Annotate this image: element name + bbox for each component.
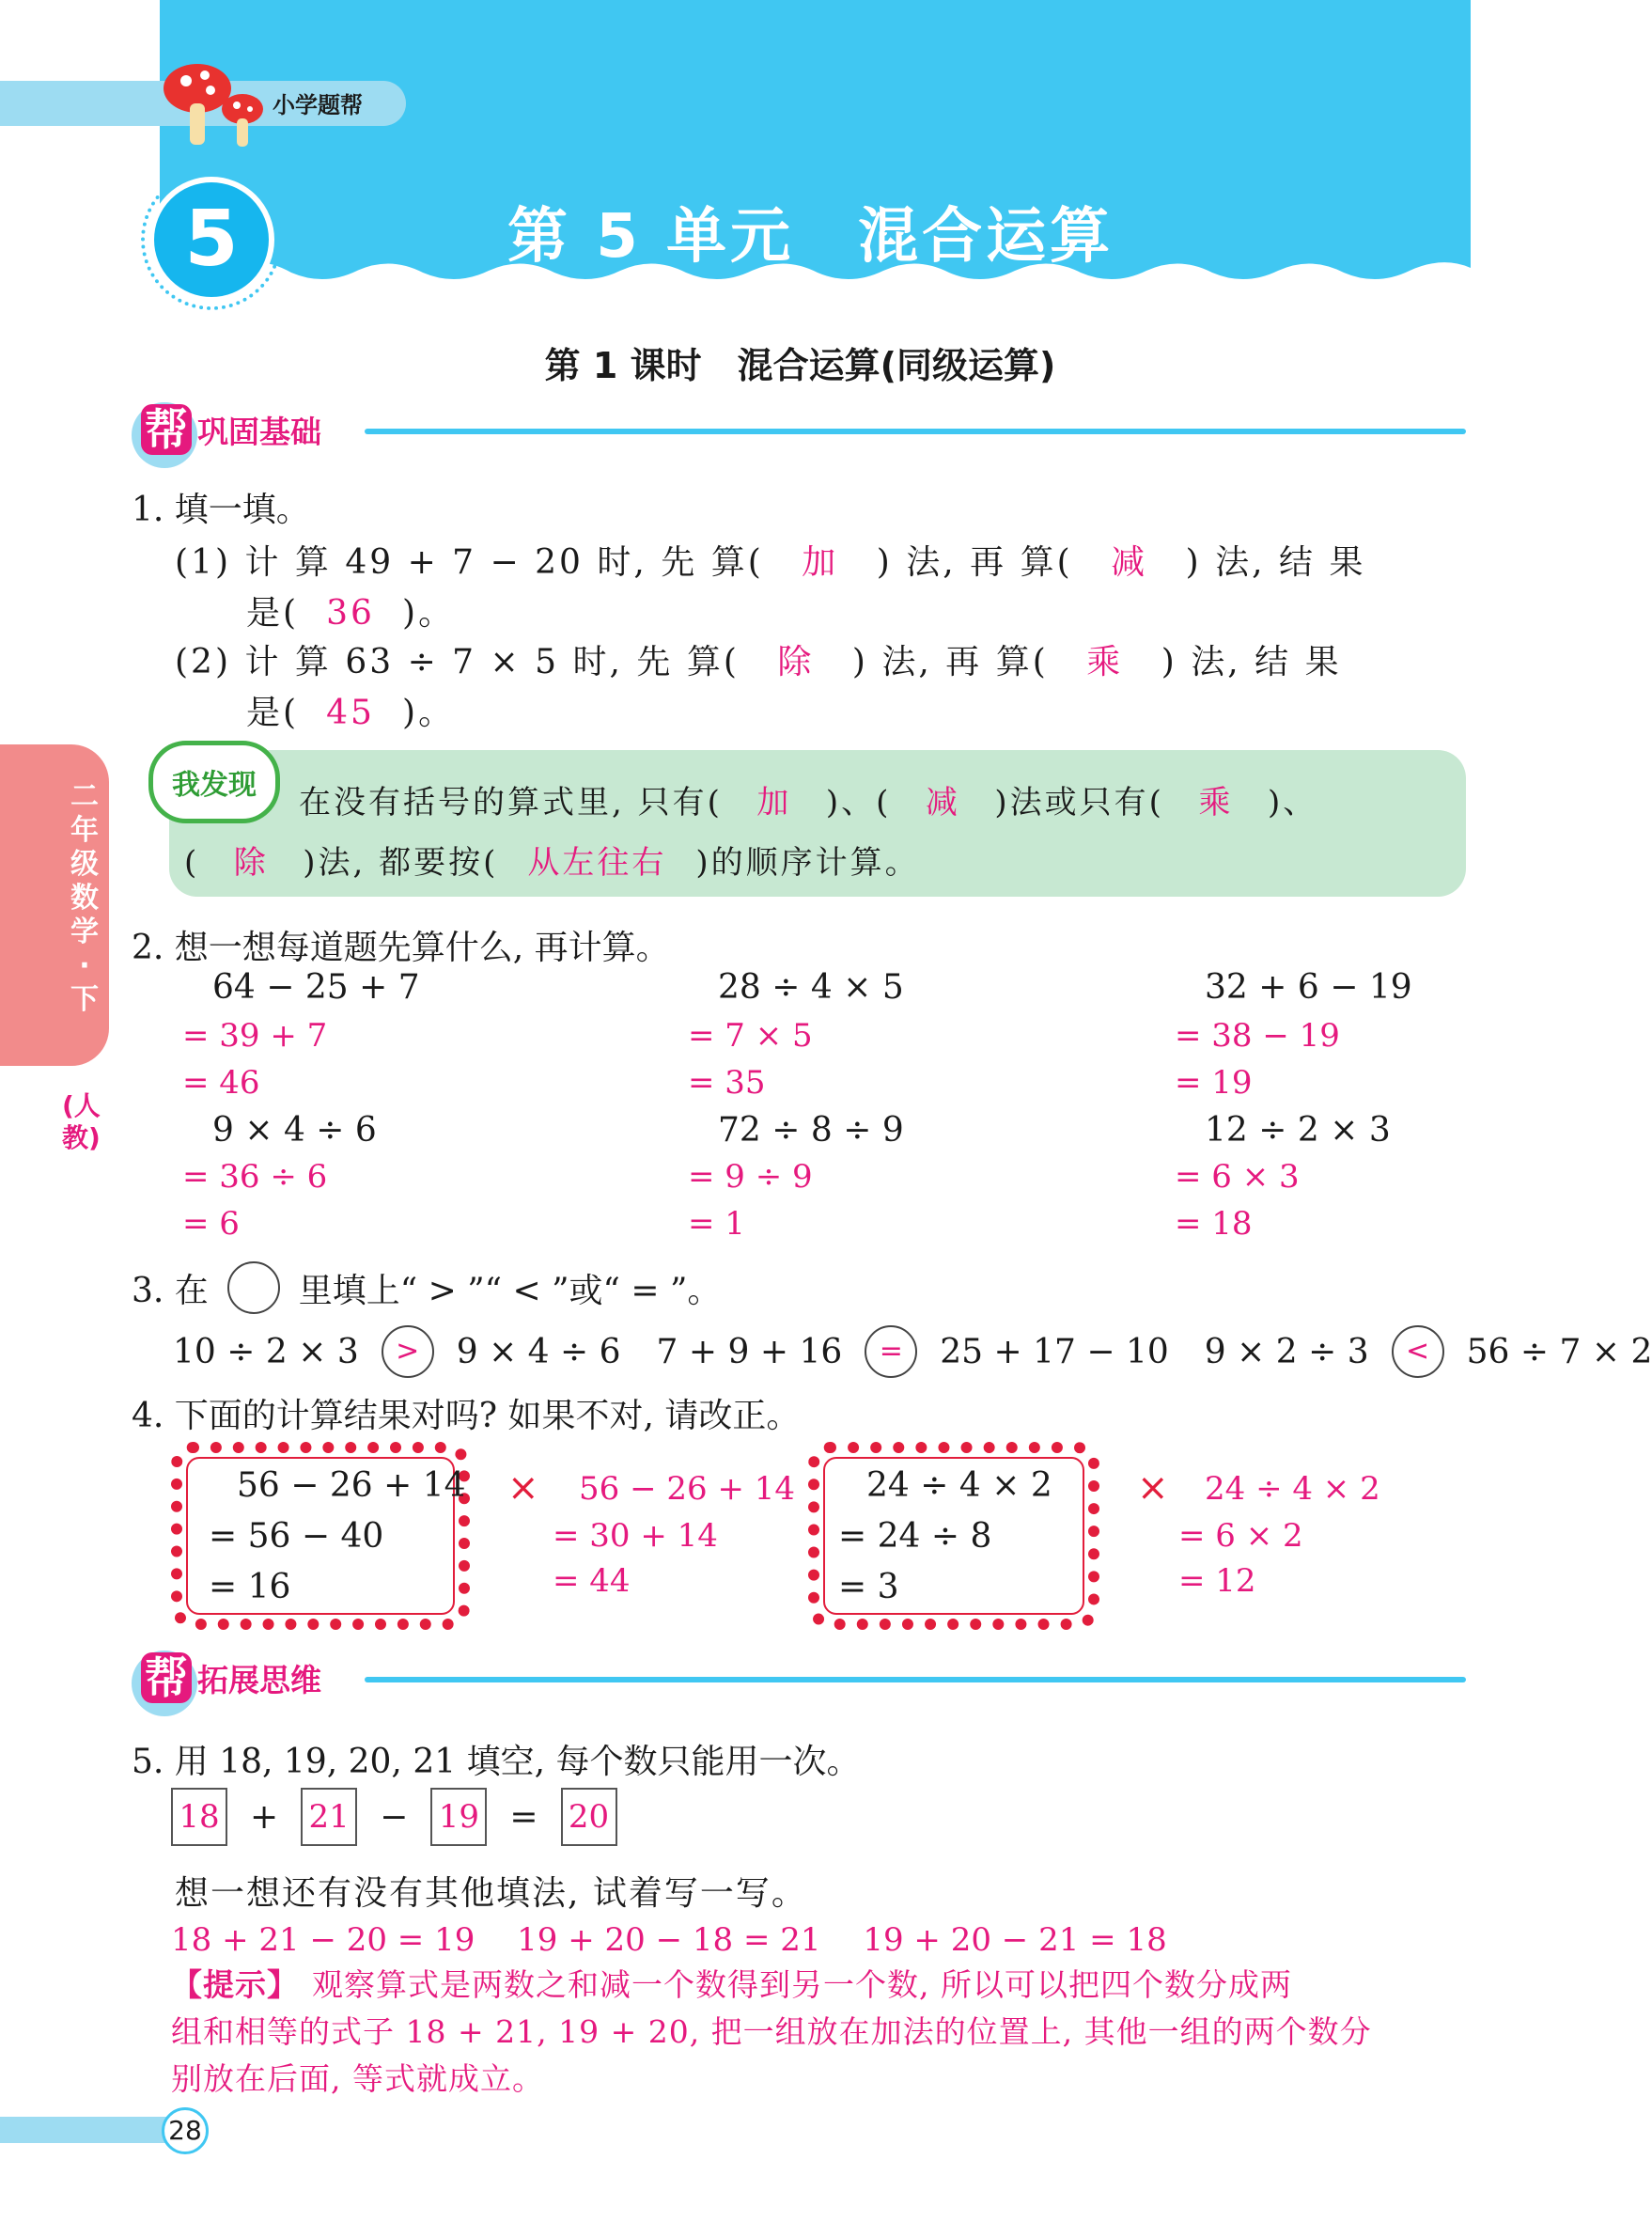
q2-expr: 12 ÷ 2 × 3 — [1205, 1111, 1391, 1150]
q5-title: 5. 用 18, 19, 20, 21 填空, 每个数只能用一次。 — [132, 1743, 861, 1781]
q4-a-line: 56 − 26 + 14 — [237, 1466, 466, 1505]
section-label: 巩固基础 — [197, 413, 321, 450]
q1-part2-result — [246, 686, 455, 734]
q4-b-fix: = 6 × 2 — [1178, 1517, 1303, 1555]
q2-step: = 9 ÷ 9 — [688, 1158, 813, 1196]
q2-expr: 72 ÷ 8 ÷ 9 — [718, 1111, 904, 1150]
section-basics-header — [141, 404, 321, 455]
q2-step: = 18 — [1175, 1205, 1253, 1243]
q3-left: 9 × 2 ÷ 3 — [1204, 1332, 1369, 1371]
q2-expr: 64 − 25 + 7 — [212, 968, 420, 1007]
discovery-answer-2: 减 — [925, 784, 960, 822]
section-divider — [365, 429, 1466, 434]
q4-a-fix: = 30 + 14 — [553, 1517, 718, 1555]
discovery-badge-text: 我发现 — [172, 769, 257, 802]
q1-p1-answer-1: 加 — [802, 543, 839, 582]
q4-b-fix: = 12 — [1178, 1562, 1256, 1600]
q5-answers: 18 + 21 − 20 = 19 19 + 20 − 18 = 21 19 + 20 − 21 = 18 — [171, 1921, 1167, 1959]
q1-p1-text: ) 法, 再 算( — [876, 543, 1073, 582]
q3-title-text: 里填上“ > ”“ < ”或“ = ”。 — [298, 1271, 722, 1310]
q5-box: 20 — [561, 1788, 617, 1846]
q3-comparisons — [173, 1325, 1652, 1378]
q3-left: 10 ÷ 2 × 3 — [173, 1332, 359, 1371]
q4-a-line: = 16 — [209, 1568, 291, 1606]
discovery-text: )法或只有( — [994, 784, 1164, 822]
q1-p2-text: ) 法, 再 算( — [851, 643, 1049, 681]
discovery-badge — [148, 741, 280, 823]
q5-op: − — [380, 1797, 409, 1837]
q2-step: = 1 — [688, 1205, 745, 1243]
hint-label: 【提示】 — [171, 1966, 299, 2003]
page-number: 28 — [162, 2107, 209, 2154]
q4-a-fix: 56 − 26 + 14 — [579, 1470, 795, 1508]
q4-a-line: = 56 − 40 — [209, 1517, 384, 1556]
q2-step: = 36 ÷ 6 — [182, 1158, 328, 1196]
q5-op: = — [509, 1797, 538, 1837]
q4-a-fix: = 44 — [553, 1562, 631, 1600]
discovery-text: )、( — [825, 784, 892, 822]
q1-p1-text: 是( — [246, 594, 300, 633]
unit-number-badge — [148, 177, 274, 303]
discovery-text: 在没有括号的算式里, 只有( — [299, 784, 723, 822]
q2-step: = 7 × 5 — [688, 1017, 813, 1055]
discovery-answer-3: 乘 — [1198, 784, 1234, 822]
section-extend-header — [141, 1652, 321, 1703]
discovery-answer-5: 从左往右 — [527, 844, 667, 882]
side-tab-sub: (人教) — [62, 1090, 101, 1153]
q1-p2-answer-2: 乘 — [1086, 643, 1124, 681]
q2-step: = 46 — [182, 1064, 260, 1102]
q1-p2-text: )。 — [402, 694, 456, 732]
q1-p2-answer-3: 45 — [326, 694, 375, 732]
q3-title-text: 3. 在 — [132, 1271, 209, 1310]
discovery-line-2 — [184, 837, 920, 883]
hint-text: 观察算式是两数之和减一个数得到另一个数, 所以可以把四个数分成两 — [312, 1966, 1292, 2003]
mushroom-icon — [160, 56, 273, 150]
q3-title — [132, 1261, 721, 1314]
q4-title: 4. 下面的计算结果对吗? 如果不对, 请改正。 — [132, 1397, 801, 1435]
q5-box: 18 — [171, 1788, 227, 1846]
q4-b-line: 24 ÷ 4 × 2 — [866, 1466, 1052, 1505]
discovery-text: )的顺序计算。 — [695, 844, 920, 882]
q5-equation — [171, 1788, 617, 1846]
discovery-text: )法, 都要按( — [303, 844, 499, 882]
q2-step: = 35 — [688, 1064, 766, 1102]
q1-p1-answer-3: 36 — [326, 594, 375, 633]
wrong-mark-icon: × — [1137, 1466, 1169, 1510]
discovery-text: ( — [184, 844, 200, 882]
q1-p2-text: (2) 计 算 63 ÷ 7 × 5 时, 先 算( — [175, 643, 740, 681]
q2-step: = 6 × 3 — [1175, 1158, 1300, 1196]
q3-answer-circle: < — [1392, 1325, 1444, 1378]
discovery-answer-4: 除 — [233, 844, 269, 882]
q2-expr: 9 × 4 ÷ 6 — [212, 1111, 377, 1150]
q4-b-fix: 24 ÷ 4 × 2 — [1205, 1470, 1380, 1508]
discovery-text: )、 — [1267, 784, 1318, 822]
q3-answer-circle: > — [382, 1325, 434, 1378]
brand-name: 小学题帮 — [273, 92, 363, 118]
q4-b-line: = 24 ÷ 8 — [838, 1517, 992, 1556]
q4-b-line: = 3 — [838, 1568, 899, 1606]
q1-p1-text: (1) 计 算 49 + 7 − 20 时, 先 算( — [175, 543, 764, 582]
q2-expr: 28 ÷ 4 × 5 — [718, 968, 904, 1007]
q1-part2 — [175, 635, 1342, 683]
q5-prompt: 想一想还有没有其他填法, 试着写一写。 — [175, 1874, 807, 1913]
discovery-line-1 — [299, 776, 1317, 822]
q5-hint-line-2: 组和相等的式子 18 + 21, 19 + 20, 把一组放在加法的位置上, 其他一组的两个数分 — [171, 2013, 1372, 2050]
q2-step: = 39 + 7 — [182, 1017, 328, 1055]
section-bang: 帮 — [141, 1652, 192, 1703]
q1-p1-text: )。 — [402, 594, 456, 633]
side-tab-text: 二年级数学·下 — [70, 780, 99, 1016]
footer-strip — [0, 2117, 169, 2143]
q5-hint-line-3: 别放在后面, 等式就成立。 — [171, 2060, 544, 2097]
q5-box: 19 — [430, 1788, 487, 1846]
q3-right: 25 + 17 − 10 — [940, 1332, 1169, 1371]
q5-hint-line-1 — [171, 1961, 1292, 2005]
unit-number: 5 — [184, 195, 239, 284]
section-label: 拓展思维 — [197, 1661, 321, 1698]
q2-step: = 6 — [182, 1205, 240, 1243]
q5-box: 21 — [301, 1788, 357, 1846]
section-divider — [365, 1677, 1466, 1682]
q5-op: + — [250, 1797, 279, 1837]
q3-left: 7 + 9 + 16 — [656, 1332, 843, 1371]
q1-p1-answer-2: 减 — [1111, 543, 1148, 582]
q2-step: = 19 — [1175, 1064, 1253, 1102]
q1-part1-result — [246, 587, 455, 634]
q1-p2-answer-1: 除 — [777, 643, 815, 681]
q1-p1-text: ) 法, 结 果 — [1185, 543, 1366, 582]
section-bang: 帮 — [141, 404, 192, 455]
q2-step: = 38 − 19 — [1175, 1017, 1340, 1055]
unit-title: 第 5 单元 混合运算 — [507, 202, 1114, 272]
q3-right: 9 × 4 ÷ 6 — [456, 1332, 621, 1371]
q1-p2-text: 是( — [246, 694, 300, 732]
q1-title: 1. 填一填。 — [132, 491, 310, 529]
lesson-title: 第 1 课时 混合运算(同级运算) — [544, 345, 1056, 386]
q1-p2-text: ) 法, 结 果 — [1161, 643, 1342, 681]
brand-strip — [0, 81, 162, 126]
q2-expr: 32 + 6 − 19 — [1205, 968, 1412, 1007]
q3-answer-circle: = — [865, 1325, 917, 1378]
wrong-mark-icon: × — [507, 1466, 539, 1510]
q2-title: 2. 想一想每道题先算什么, 再计算。 — [132, 929, 670, 967]
discovery-answer-1: 加 — [756, 784, 792, 822]
q1-part1 — [175, 536, 1365, 584]
q3-right: 56 ÷ 7 × 2 — [1466, 1332, 1652, 1371]
blank-circle-icon — [227, 1261, 280, 1314]
